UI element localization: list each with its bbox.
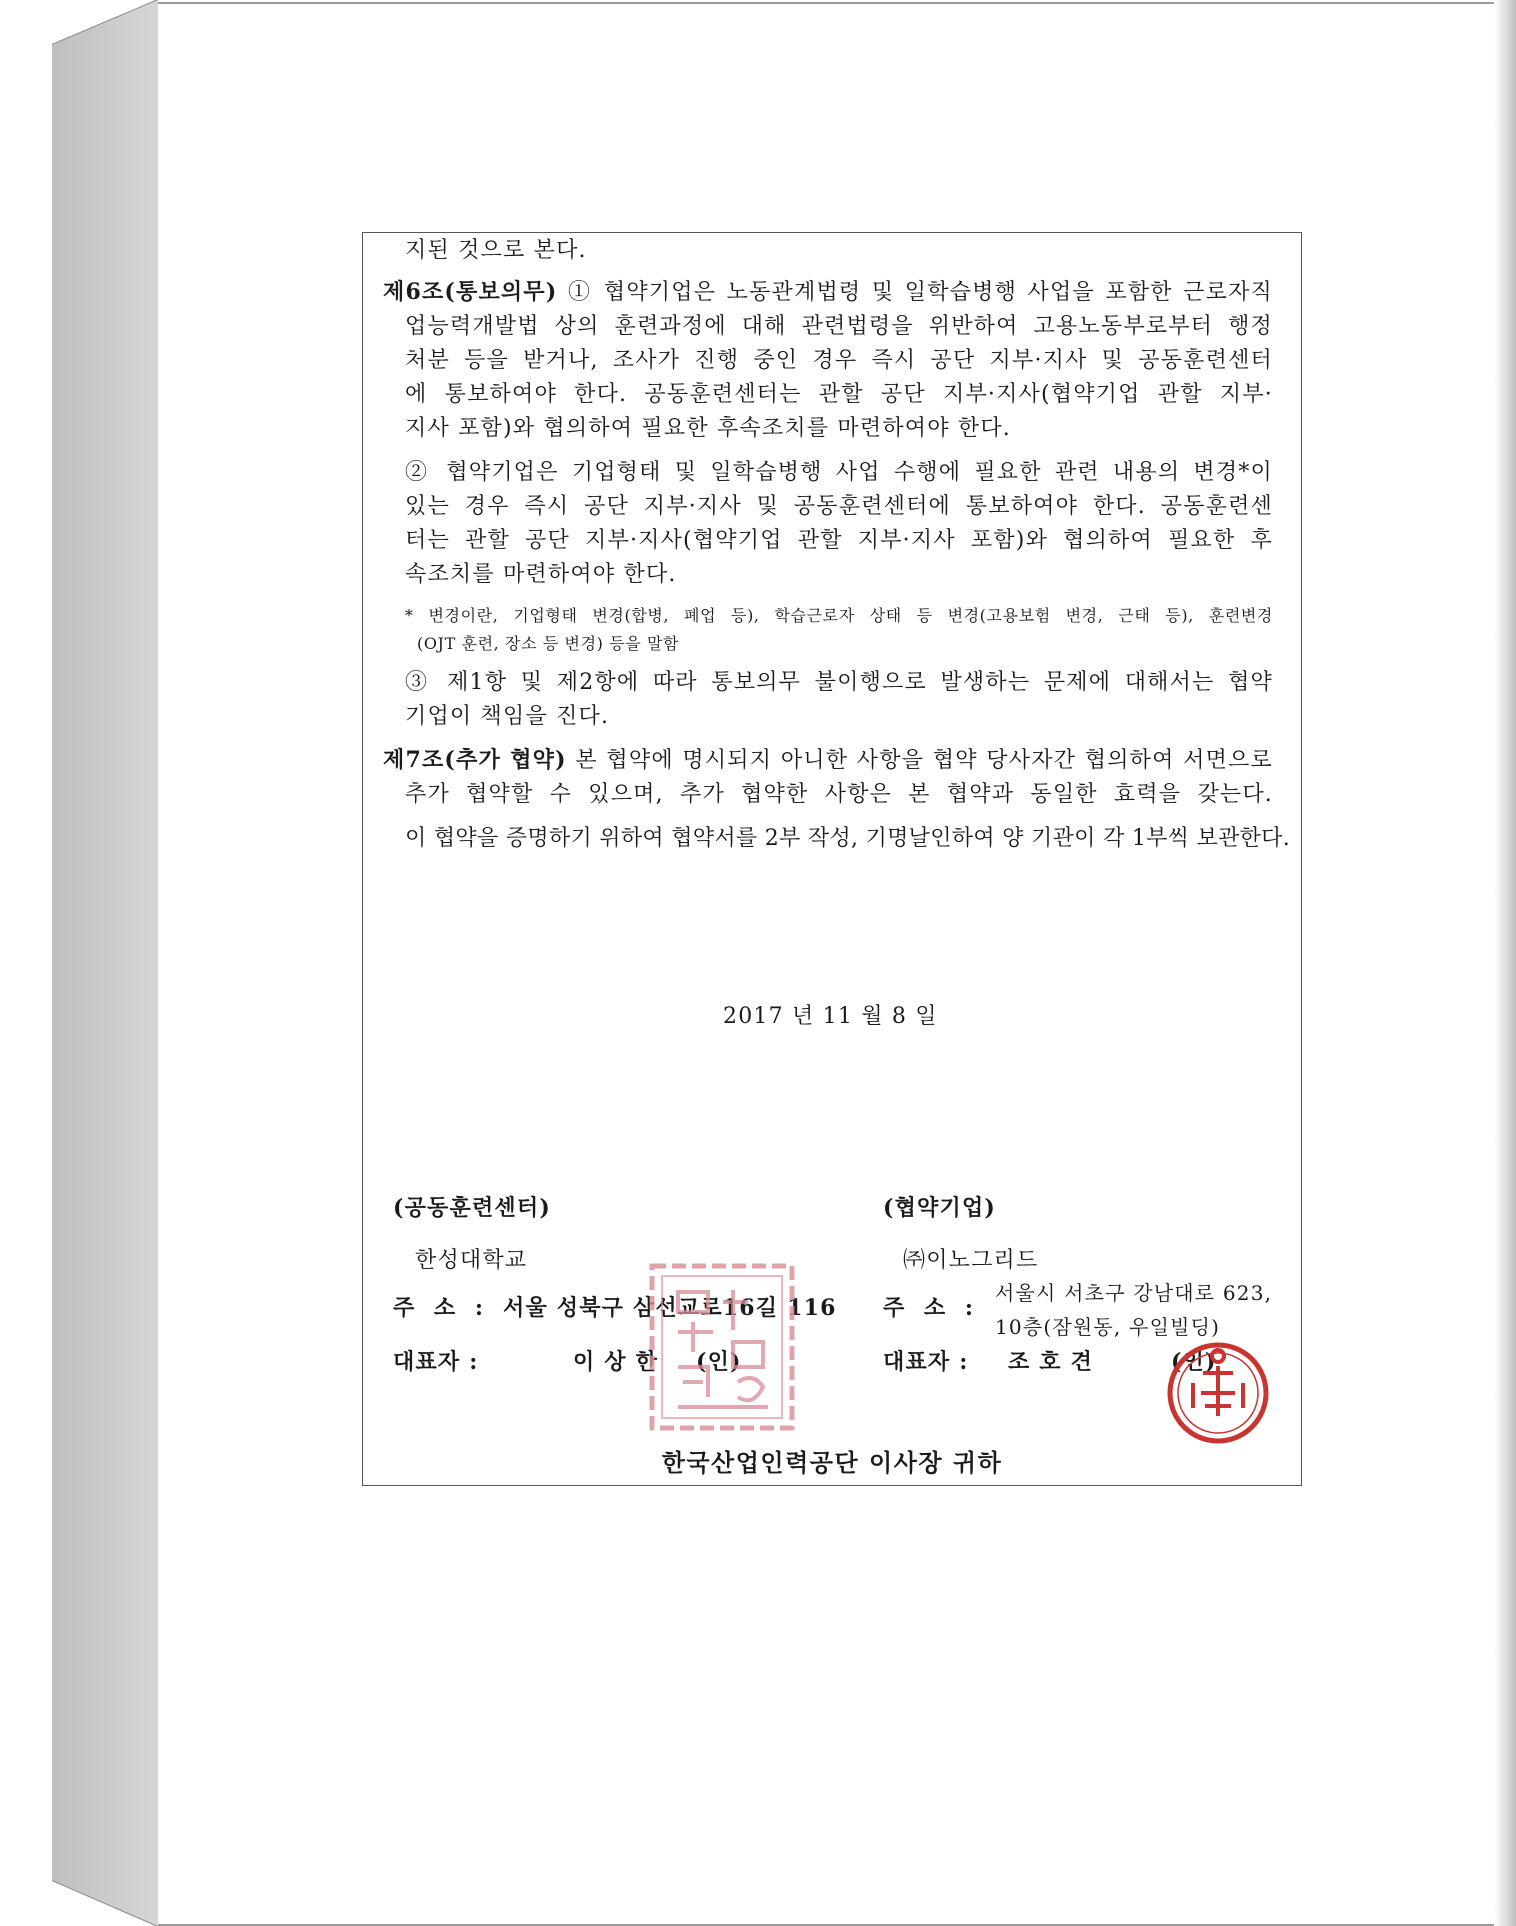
article6-para3-line2: 기업이 책임을 진다. (405, 704, 610, 729)
article6-para2-line3: 터는 관할 공단 지부·지사(협약기업 관할 지부·지사 포함)와 협의하여 필요한 후 (405, 528, 1273, 553)
agreement-date: 2017 년 11 월 8 일 (723, 1004, 938, 1029)
article-intro-tail: 지된 것으로 본다. (405, 238, 587, 263)
footnote-line2: (OJT 훈련, 장소 등 변경) 등을 말함 (417, 634, 680, 653)
article7-line2: 추가 협약할 수 있으며, 추가 협약한 사항은 본 협약과 동일한 효력을 갖는다. (405, 782, 1273, 807)
article6-para1-line3: 처분 등을 받거나, 조사가 진행 중인 경우 즉시 공단 지부·지사 및 공동훈련센터 (405, 348, 1273, 373)
left-rep-name: 이 상 한 (573, 1349, 659, 1375)
right-address-line2: 10층(잠원동, 우일빌딩) (995, 1315, 1221, 1339)
article6-para2-line4: 속조치를 마련하여야 한다. (405, 562, 677, 587)
article6-para1-line1: 제6조(통보의무) ① 협약기업은 노동관계법령 및 일학습병행 사업을 포함한 근로자직 (383, 279, 1273, 305)
article7-line1: 제7조(추가 협약) 본 협약에 명시되지 아니한 사항을 협약 당사자간 협의하여 서면으로 (383, 747, 1273, 773)
page-edge-shadow (1494, 0, 1516, 1926)
closing-statement: 이 협약을 증명하기 위하여 협약서를 2부 작성, 기명날인하여 양 기관이 각 1부씩 보관한다. (405, 826, 1291, 851)
right-party-role: (협약기업) (883, 1195, 997, 1221)
left-address: 서울 성북구 삼선교로16길 116 (503, 1295, 837, 1321)
university-seal-stamp (648, 1262, 796, 1432)
article6-para2-line1: ② 협약기업은 기업형태 및 일학습병행 사업 수행에 필요한 관련 내용의 변경*이 (405, 460, 1273, 485)
article6-para2-line2: 있는 경우 즉시 공단 지부·지사 및 공동훈련센터에 통보하여야 한다. 공동훈련센 (405, 494, 1273, 519)
article6-para1-line5: 지사 포함)와 협의하여 필요한 후속조치를 마련하여야 한다. (405, 416, 1011, 441)
company-seal-stamp (1163, 1338, 1273, 1448)
right-address-label: 주 소 : (883, 1295, 979, 1321)
right-rep-name: 조 호 견 (1008, 1349, 1094, 1375)
article6-para1-line2: 업능력개발법 상의 훈련과정에 대해 관련법령을 위반하여 고용노동부로부터 행정 (405, 314, 1273, 339)
left-rep-label: 대표자 : (393, 1349, 479, 1375)
article7-heading: 제7조(추가 협약) (383, 747, 567, 773)
left-party-name: 한성대학교 (415, 1248, 528, 1273)
right-seal-mark: (인) (1171, 1349, 1217, 1375)
right-party-name: ㈜이노그리드 (903, 1248, 1039, 1273)
article6-heading: 제6조(통보의무) (383, 279, 558, 305)
left-party-role: (공동훈련센터) (393, 1195, 551, 1221)
article6-para1-line4: 에 통보하여야 한다. 공동훈련센터는 관할 공단 지부·지사(협약기업 관할 지부· (405, 382, 1273, 407)
book-spine (52, 0, 158, 1926)
left-address-label: 주 소 : (393, 1295, 489, 1321)
addressee: 한국산업인력공단 이사장 귀하 (661, 1448, 1003, 1477)
scanned-document (362, 232, 1302, 1486)
right-rep-label: 대표자 : (883, 1349, 969, 1375)
article6-para3-line1: ③ 제1항 및 제2항에 따라 통보의무 불이행으로 발생하는 문제에 대해서는 협약 (405, 670, 1273, 695)
footnote-line1: * 변경이란, 기업형태 변경(합병, 폐업 등), 학습근로자 상태 등 변경(고용보험 변경, 근태 등), 훈련변경 (405, 606, 1273, 625)
right-address-line1: 서울시 서초구 강남대로 623, (995, 1281, 1273, 1305)
left-seal-mark: (인) (696, 1349, 742, 1375)
